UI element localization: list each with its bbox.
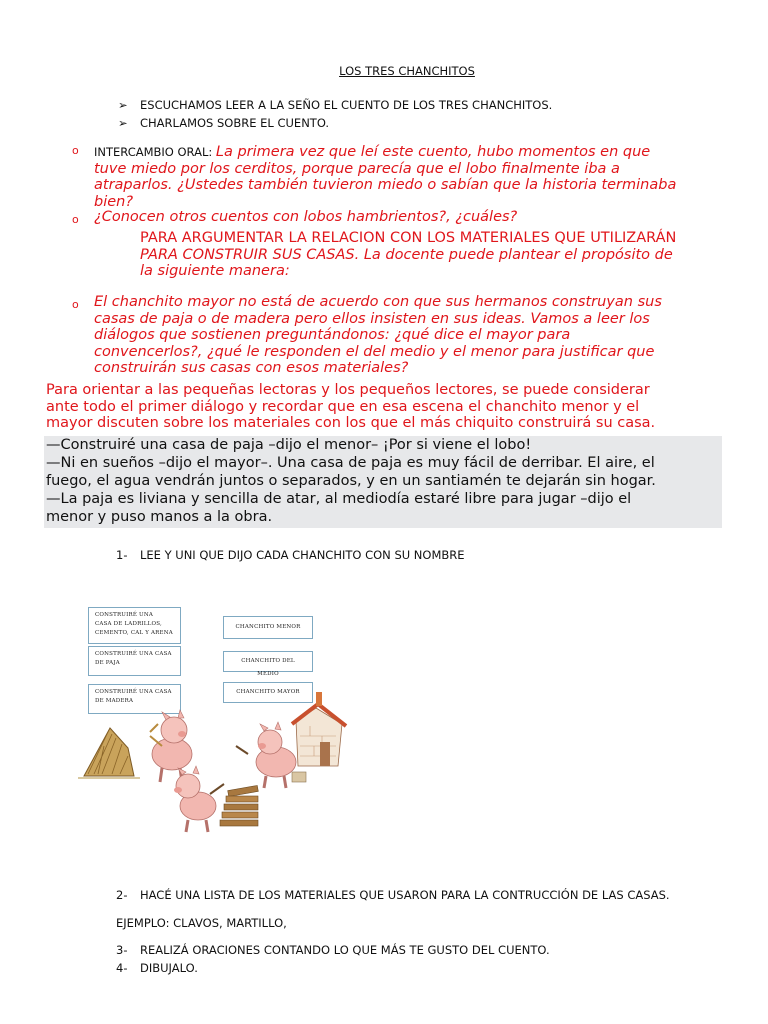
activity-number: 1-: [116, 548, 128, 562]
page-title: LOS TRES CHANCHITOS: [339, 64, 475, 78]
arrow-bullet-icon: ➢: [118, 116, 128, 130]
activity-item: [116, 943, 550, 957]
quote-card-line: DE MADERA: [95, 698, 134, 704]
circle-bullet-icon: o: [72, 298, 79, 311]
activity-item: [116, 548, 465, 562]
quote-card-line: DE PAJA: [95, 660, 120, 666]
pig-mayor-icon: [236, 722, 306, 788]
dialog-line: menor y puso manos a la obra.: [46, 509, 273, 525]
quote-card-line: CEMENTO, CAL Y ARENA: [95, 630, 173, 636]
arrow-bullet-icon: ➢: [118, 98, 128, 112]
wood-pile-icon: [220, 785, 258, 826]
circle-bullet-icon: o: [72, 144, 79, 157]
argument-line: la siguiente manera:: [140, 263, 290, 279]
intercambio-line: bien?: [94, 193, 134, 210]
mayor-line: convencerlos?, ¿qué le responden el del medio y el menor para justificar que: [94, 343, 655, 360]
name-card-mayor: CHANCHITO MAYOR: [223, 682, 313, 703]
activity-item: [116, 961, 198, 975]
argument-block: [140, 230, 740, 280]
dialog-line: —Ni en sueños –dijo el mayor–. Una casa de paja es muy fácil de derribar. El aire, el: [46, 455, 655, 471]
dialog-line: fuego, el agua vendrán juntos o separados, y en un santiamén te dejarán sin hogar.: [46, 473, 656, 489]
name-card-medio: CHANCHITO DEL MEDIO: [223, 651, 313, 672]
dialog-line: —La paja es liviana y sencilla de atar, al mediodía estaré libre para jugar –dijo el: [46, 491, 632, 507]
pig-medio-icon: [174, 766, 224, 832]
mayor-line: diálogos que sostienen preguntándonos: ¿qué dice el mayor para: [94, 327, 571, 343]
dialog-line: —Construiré una casa de paja –dijo el menor– ¡Por si viene el lobo!: [46, 437, 532, 453]
intercambio-line: La primera vez que leí este cuento, hubo momentos en que: [215, 144, 651, 160]
quote-card-line: CONSTRUIRÉ UNA: [95, 612, 154, 618]
activity-number: 2-: [116, 888, 128, 902]
argument-line: PARA CONSTRUIR SUS CASAS. La docente puede plantear el propósito de: [140, 246, 673, 263]
mayor-line: casas de paja o de madera pero ellos insisten en sus ideas. Vamos a leer los: [94, 310, 650, 327]
activity-number: 3-: [116, 943, 128, 957]
intro-item: [118, 98, 552, 112]
mayor-paragraph: [94, 294, 744, 377]
quote-card-line: CONSTRUIRÉ UNA CASA: [95, 689, 172, 695]
intercambio-block: [94, 141, 734, 210]
activity-item: [116, 888, 670, 902]
name-card-menor: CHANCHITO MENOR: [223, 616, 313, 639]
pig-menor-icon: [150, 710, 192, 782]
intercambio-label: INTERCAMBIO ORAL:: [94, 145, 216, 159]
brick-house-icon: [292, 692, 346, 766]
quote-card-line: CONSTRUIRÉ UNA CASA: [95, 651, 172, 657]
example-text: EJEMPLO: CLAVOS, MARTILLO,: [116, 916, 287, 930]
intro-item: [118, 116, 329, 130]
dialog-block: [46, 436, 722, 526]
quote-card-line: CASA DE LADRILLOS,: [95, 621, 162, 627]
intro-item-text: CHARLAMOS SOBRE EL CUENTO.: [140, 116, 330, 130]
argument-line: PARA ARGUMENTAR LA RELACION CON LOS MATERIALES QUE UTILIZARÁN: [140, 230, 677, 246]
activity-number: 4-: [116, 961, 128, 975]
circle-bullet-icon: o: [72, 213, 79, 226]
worksheet-illustration: [70, 596, 354, 848]
pigs-houses-drawing: [70, 596, 354, 848]
activity-text: HACÉ UNA LISTA DE LOS MATERIALES QUE USARON PARA LA CONTRUCCIÓN DE LAS CASAS.: [140, 888, 670, 902]
question-text: ¿Conocen otros cuentos con lobos hambrientos?, ¿cuáles?: [94, 209, 518, 225]
mayor-line: El chanchito mayor no está de acuerdo con que sus hermanos construyan sus: [94, 294, 662, 310]
activity-text: REALIZÁ ORACIONES CONTANDO LO QUE MÁS TE GUSTO DEL CUENTO.: [140, 943, 550, 957]
orient-line: mayor discuten sobre los materiales con los que el más chiquito construirá su casa.: [46, 415, 656, 431]
intercambio-line: tuve miedo por los cerditos, porque parecía que el lobo finalmente iba a: [94, 160, 620, 177]
activity-text: DIBUJALO.: [140, 961, 198, 975]
mayor-line: construirán sus casas con esos materiales?: [94, 360, 409, 376]
activity-text: LEE Y UNI QUE DIJO CADA CHANCHITO CON SU NOMBRE: [140, 548, 465, 562]
intro-item-text: ESCUCHAMOS LEER A LA SEÑO EL CUENTO DE LOS TRES CHANCHITOS.: [140, 98, 553, 112]
straw-house-icon: [78, 728, 140, 778]
orient-line: Para orientar a las pequeñas lectoras y los pequeños lectores, se puede considerar: [46, 382, 650, 398]
orient-line: ante todo el primer diálogo y recordar que en esa escena el chanchito menor y el: [46, 398, 640, 415]
intercambio-line: atraparlos. ¿Ustedes también tuvieron miedo o sabían que la historia terminaba: [94, 177, 677, 193]
orient-paragraph: [46, 382, 736, 432]
